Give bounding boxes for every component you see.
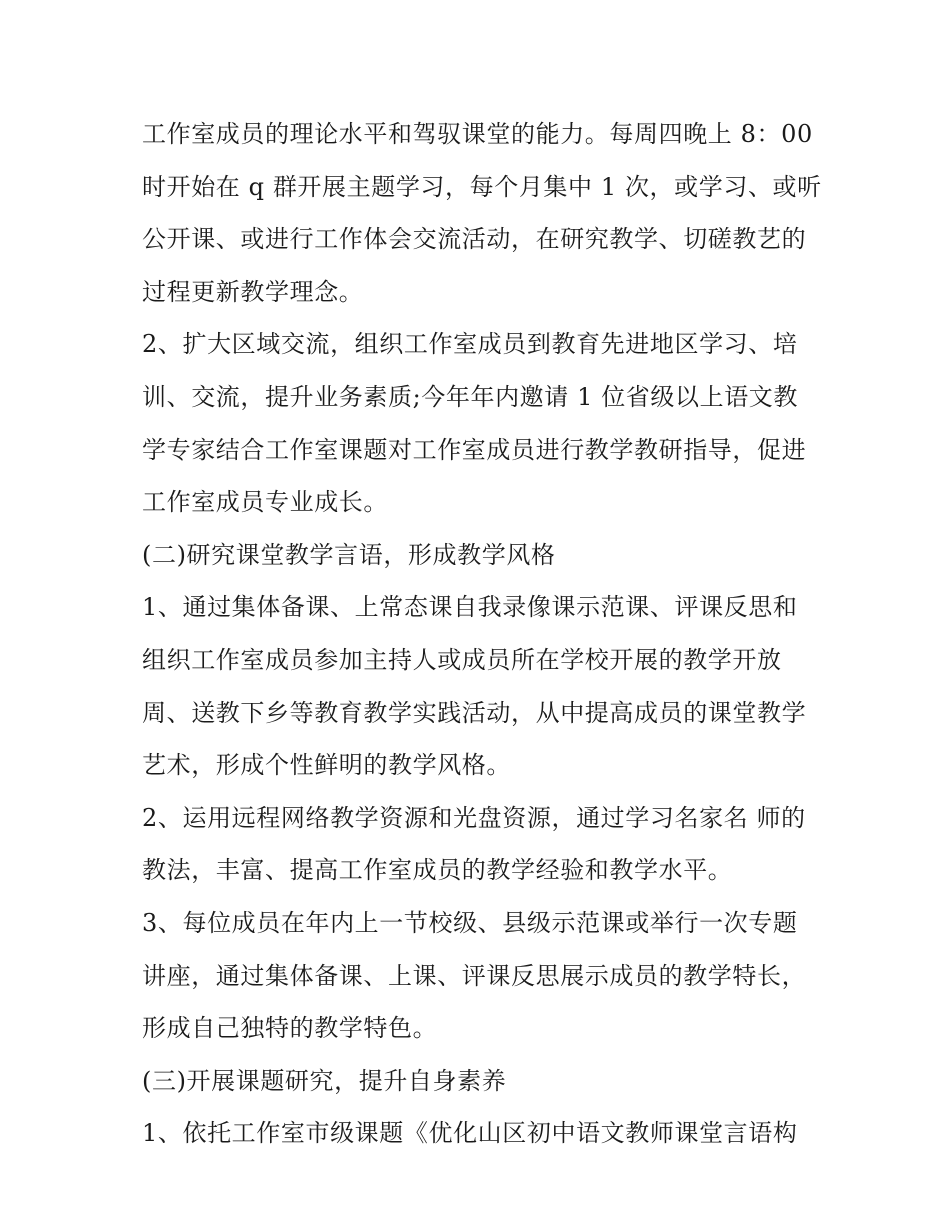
section-heading: (三)开展课题研究，提升自身素养 (142, 1066, 507, 1095)
text-line: 2、运用远程网络教学资源和光盘资源，通过学习名家名 师的 (142, 803, 806, 832)
text-line: 教法，丰富、提高工作室成员的教学经验和教学水平。 (142, 856, 733, 885)
text-line: 艺术，形成个性鲜明的教学风格。 (142, 751, 511, 780)
text-line: 1、依托工作室市级课题《优化山区初中语文教师课堂言语构 (142, 1119, 798, 1148)
section-heading: (二)研究课堂教学言语，形成教学风格 (142, 540, 556, 569)
text-line: 周、送教下乡等教育教学实践活动，从中提高成员的课堂教学 (142, 698, 807, 727)
text-line: 3、每位成员在年内上一节校级、县级示范课或举行一次专题 (142, 908, 798, 937)
text-line: 2、扩大区域交流，组织工作室成员到教育先进地区学习、培 (142, 330, 798, 359)
document-body (142, 108, 822, 1160)
text-line: 时开始在 q 群开展主题学习，每个月集中 1 次，或学习、或听 (142, 172, 822, 201)
text-line: 过程更新教学理念。 (142, 277, 364, 306)
text-line: 形成自己独特的教学特色。 (142, 1014, 438, 1043)
text-line: 学专家结合工作室课题对工作室成员进行教学教研指导，促进 (142, 435, 807, 464)
text-line: 训、交流，提升业务素质;今年年内邀请 1 位省级以上语文教 (142, 382, 799, 411)
text-line: 1、通过集体备课、上常态课自我录像课示范课、评课反思和 (142, 593, 798, 622)
text-line: 工作室成员专业成长。 (142, 488, 388, 517)
text-line: 讲座，通过集体备课、上课、评课反思展示成员的教学特长， (142, 961, 807, 990)
text-line: 工作室成员的理论水平和驾驭课堂的能力。每周四晚上 8：00 (142, 120, 813, 148)
text-line: 组织工作室成员参加主持人或成员所在学校开展的教学开放 (142, 645, 782, 674)
text-line: 公开课、或进行工作体会交流活动，在研究教学、切磋教艺的 (142, 225, 807, 254)
